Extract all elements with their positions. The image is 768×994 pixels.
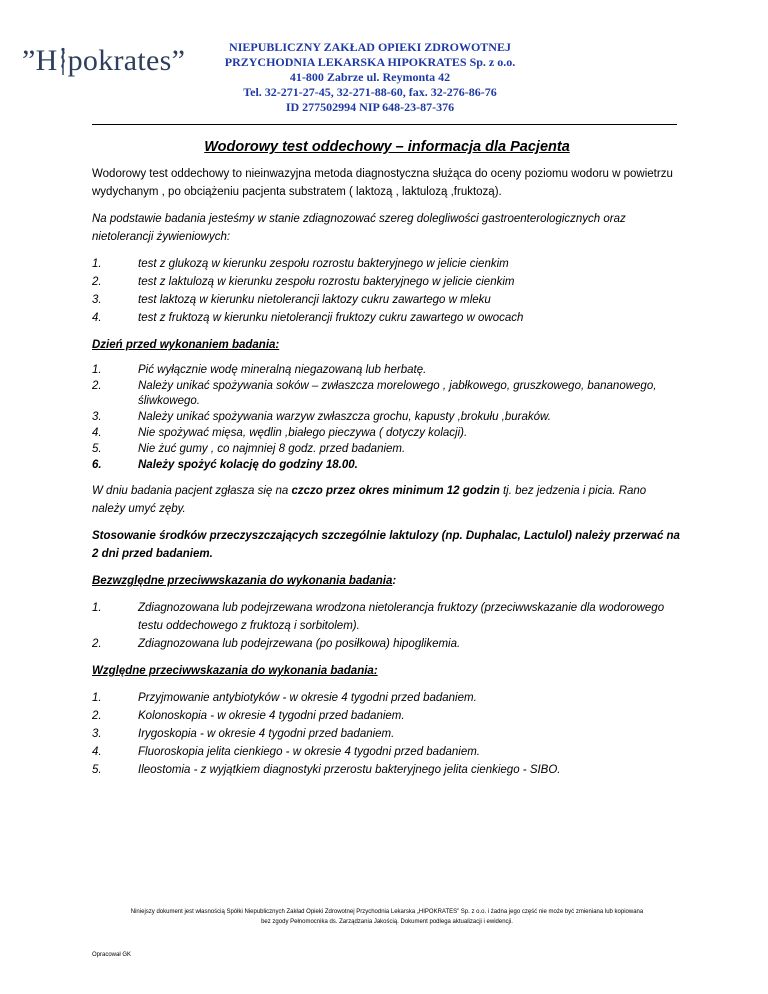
list-item: 2. Należy unikać spożywania soków – zwłaszcza morelowego , jabłkowego, gruszkowego, bananowego, śliwkowego. (92, 380, 657, 407)
basis-paragraph: Na podstawie badania jesteśmy w stanie zdiagnozować szereg dolegliwości gastroenterologicznych oraz nietolerancji żywieniowych: (92, 213, 626, 243)
intro-paragraph: Wodorowy test oddechowy to nieinwazyjna metoda diagnostyczna służąca do oceny poziomu wodoru w powietrzu wydychanym , po obciążeniu pacjenta substratem ( laktozą , laktulozą ,fruktozą). (92, 168, 673, 198)
caduceus-icon (58, 46, 68, 76)
logo-text-right: pokrates” (67, 44, 186, 77)
footer-ownership-note: Niniejszy dokument jest własnością Spółki Niepublicznych Zakład Opieki Zdrowotnej Przychodnia Lekarska „HIPOKRATES” Sp. z o.o. i żadna jego część nie może być zmieniana lub kopiowana (130, 909, 644, 915)
fasting-emphasis: czczo przez okres minimum 12 godzin (291, 485, 500, 497)
list-item: 4. Nie spożywać mięsa, wędlin ,białego pieczywa ( dotyczy kolacji). (92, 427, 468, 439)
exam-day-paragraph: W dniu badania pacjent zgłasza się na czczo przez okres minimum 12 godzin tj. bez jedzenia i picia. Rano należy umyć zęby. (92, 485, 647, 515)
section-heading-absolute: Bezwzględne przeciwwskazania do wykonania badania: (92, 575, 397, 587)
relative-contraindications-list (92, 689, 682, 779)
list-item: 5. Nie żuć gumy , co najmniej 8 godz. przed badaniem. (92, 443, 406, 455)
document-body (92, 138, 682, 788)
org-clinic: PRZYCHODNIA LEKARSKA HIPOKRATES Sp. z o.o. (224, 55, 516, 69)
footer-consent-note: bez zgody Pełnomocnika ds. Zarządzania Jakością. Dokument podlega aktualizacji i ewidencji. (261, 919, 513, 925)
document-footer (92, 907, 682, 927)
logo-text-left: ”H (22, 44, 58, 77)
list-item: 6. Należy spożyć kolację do godziny 18.00. (92, 459, 358, 471)
list-item: 1. Zdiagnozowana lub podejrzewana wrodzona nietolerancja fruktozy (przeciwwskazanie dla wodorowego testu oddechowego z fruktozą i sorbitolem). (92, 602, 665, 632)
absolute-contraindications-list (92, 599, 682, 653)
company-logo (22, 44, 185, 78)
list-item: 2. Kolonoskopia - w okresie 4 tygodni przed badaniem. (92, 710, 405, 722)
section-heading-relative: Względne przeciwwskazania do wykonania badania: (92, 665, 378, 677)
list-item: 5. Ileostomia - z wyjątkiem diagnostyki przerostu bakteryjnego jelita cienkiego - SIBO. (92, 764, 561, 776)
list-item: 3. test laktozą w kierunku nietolerancji laktozy cukru zawartego w mleku (92, 294, 491, 306)
org-address: 41-800 Zabrze ul. Reymonta 42 (289, 70, 451, 84)
organization-header (220, 40, 520, 115)
laxatives-warning: Stosowanie środków przeczyszczających szczególnie laktulozy (np. Duphalac, Lactulol) należy przerwać na 2 dni przed badaniem. (92, 530, 680, 560)
list-item: 4. test z fruktozą w kierunku nietolerancji fruktozy cukru zawartego w owocach (92, 312, 524, 324)
org-ids: ID 277502994 NIP 648-23-87-376 (285, 100, 455, 114)
list-item: 1. Przyjmowanie antybiotyków - w okresie 4 tygodni przed badaniem. (92, 692, 477, 704)
header-divider (92, 124, 677, 125)
org-phone: Tel. 32-271-27-45, 32-271-88-60, fax. 32-276-86-76 (243, 85, 497, 99)
section-heading-day-before: Dzień przed wykonaniem badania: (92, 339, 280, 351)
list-item: 4. Fluoroskopia jelita cienkiego - w okresie 4 tygodni przed badaniem. (92, 746, 480, 758)
document-title: Wodorowy test oddechowy – informacja dla Pacjenta (204, 139, 570, 155)
list-item: 3. Należy unikać spożywania warzyw zwłaszcza grochu, kapusty ,brokułu ,buraków. (92, 411, 551, 423)
day-before-list (92, 363, 682, 473)
org-name: NIEPUBLICZNY ZAKŁAD OPIEKI ZDROWOTNEJ (229, 40, 511, 54)
list-item: 2. test z laktulozą w kierunku zespołu rozrostu bakteryjnego w jelicie cienkim (92, 276, 515, 288)
list-item: 2. Zdiagnozowana lub podejrzewana (po posiłkowa) hipoglikemia. (92, 638, 461, 650)
list-item: 3. Irygoskopia - w okresie 4 tygodni przed badaniem. (92, 728, 395, 740)
list-item: 1. test z glukozą w kierunku zespołu rozrostu bakteryjnego w jelicie cienkim (92, 258, 509, 270)
author-note: Opracował GK (92, 952, 132, 958)
list-item: 1. Pić wyłącznie wodę mineralną niegazowaną lub herbatę. (92, 364, 427, 376)
tests-list (92, 255, 682, 327)
